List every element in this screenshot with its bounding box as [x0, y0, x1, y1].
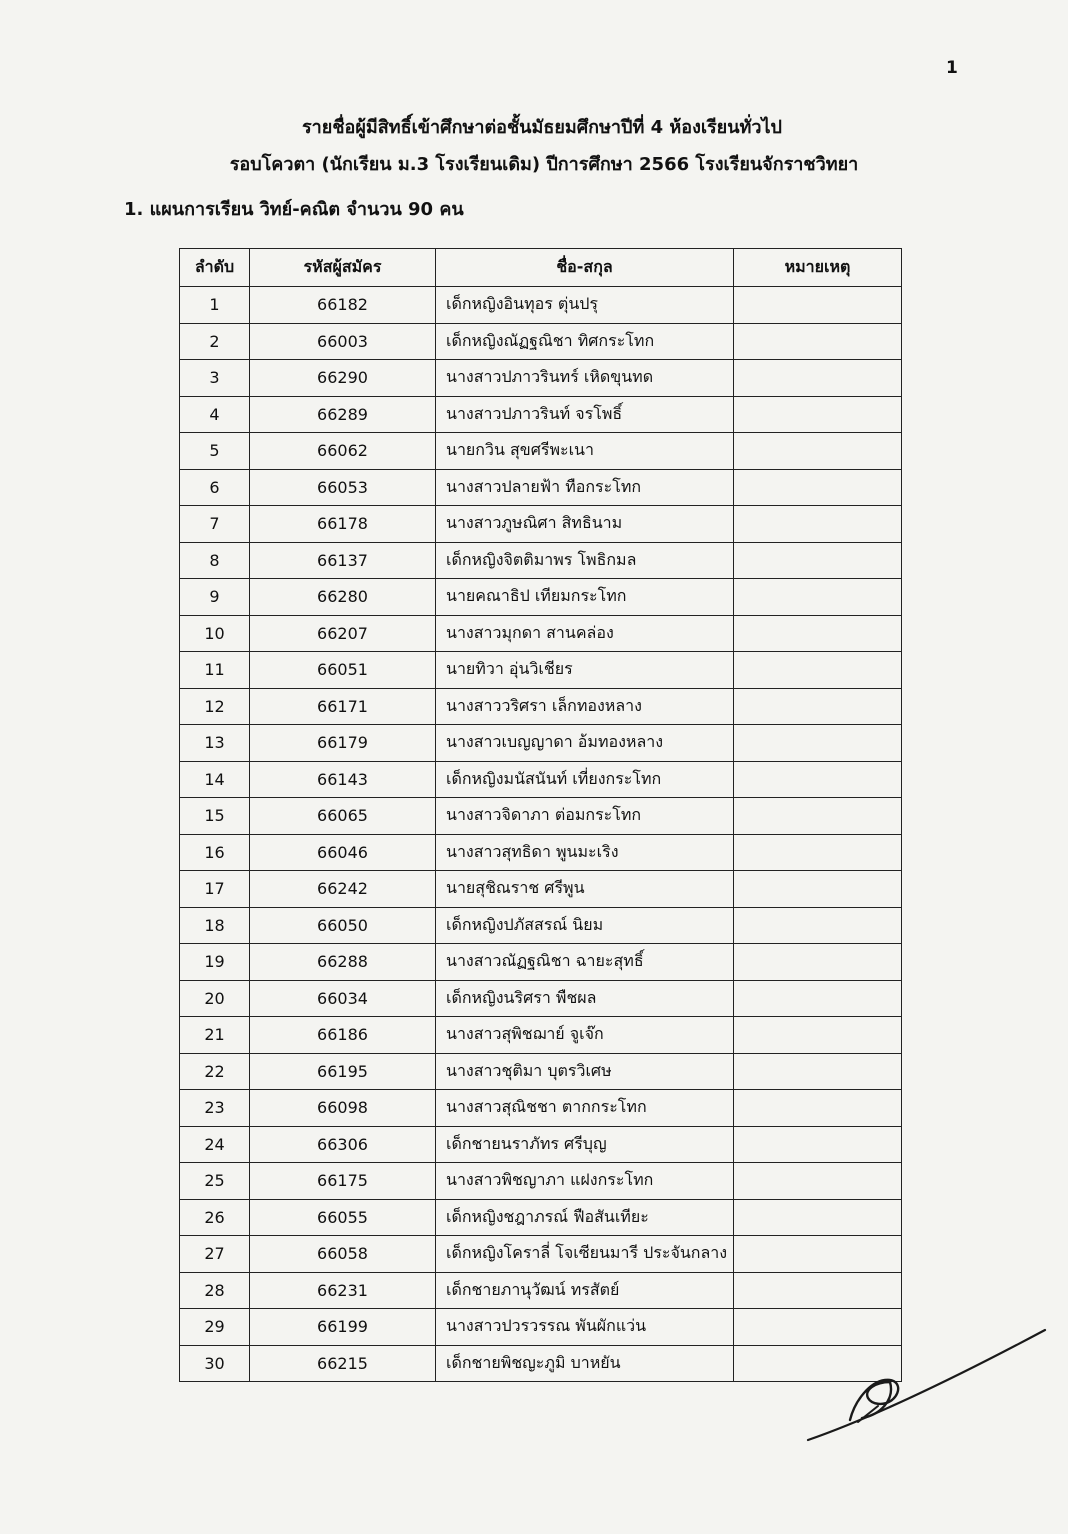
cell-order: 18	[180, 907, 250, 944]
cell-applicant-id: 66053	[250, 469, 436, 506]
cell-order: 3	[180, 360, 250, 397]
cell-order: 11	[180, 652, 250, 689]
cell-full-name: เด็กหญิงณัฏฐณิชา ทิศกระโทก	[436, 323, 734, 360]
cell-full-name: เด็กหญิงอินทุอร ตุ่นปรุ	[436, 287, 734, 324]
table-row	[180, 1309, 902, 1346]
cell-full-name: นายทิวา อุ่นวิเชียร	[436, 652, 734, 689]
table-row	[180, 1272, 902, 1309]
cell-remarks	[734, 579, 902, 616]
cell-full-name: นางสาวสุณิชชา ตากกระโทก	[436, 1090, 734, 1127]
cell-remarks	[734, 1236, 902, 1273]
cell-applicant-id: 66034	[250, 980, 436, 1017]
cell-order: 30	[180, 1345, 250, 1382]
cell-applicant-id: 66046	[250, 834, 436, 871]
table-row	[180, 725, 902, 762]
cell-applicant-id: 66207	[250, 615, 436, 652]
cell-remarks	[734, 761, 902, 798]
cell-order: 17	[180, 871, 250, 908]
cell-remarks	[734, 1199, 902, 1236]
cell-order: 22	[180, 1053, 250, 1090]
cell-full-name: เด็กหญิงโคราลี่ โจเซียนมารี ประจันกลาง	[436, 1236, 734, 1273]
cell-full-name: นางสาวสุทธิดา พูนมะเริง	[436, 834, 734, 871]
table-row	[180, 907, 902, 944]
cell-full-name: เด็กหญิงมนัสนันท์ เที่ยงกระโทก	[436, 761, 734, 798]
cell-applicant-id: 66143	[250, 761, 436, 798]
table-row	[180, 1236, 902, 1273]
cell-applicant-id: 66179	[250, 725, 436, 762]
cell-applicant-id: 66182	[250, 287, 436, 324]
cell-order: 13	[180, 725, 250, 762]
cell-order: 28	[180, 1272, 250, 1309]
table-row	[180, 944, 902, 981]
cell-order: 23	[180, 1090, 250, 1127]
table-row	[180, 506, 902, 543]
cell-remarks	[734, 944, 902, 981]
table-row	[180, 615, 902, 652]
cell-applicant-id: 66290	[250, 360, 436, 397]
cell-full-name: เด็กชายภานุวัฒน์ ทรสัตย์	[436, 1272, 734, 1309]
cell-full-name: เด็กชายนราภัทร ศรีบุญ	[436, 1126, 734, 1163]
table-row	[180, 542, 902, 579]
cell-remarks	[734, 396, 902, 433]
cell-order: 12	[180, 688, 250, 725]
cell-full-name: นางสาวปวรวรรณ พันผักแว่น	[436, 1309, 734, 1346]
cell-remarks	[734, 834, 902, 871]
cell-order: 21	[180, 1017, 250, 1054]
cell-order: 6	[180, 469, 250, 506]
cell-applicant-id: 66050	[250, 907, 436, 944]
cell-applicant-id: 66065	[250, 798, 436, 835]
cell-remarks	[734, 1090, 902, 1127]
table-row	[180, 396, 902, 433]
cell-full-name: นายกวิน สุขศรีพะเนา	[436, 433, 734, 470]
cell-order: 15	[180, 798, 250, 835]
cell-applicant-id: 66280	[250, 579, 436, 616]
table-row	[180, 579, 902, 616]
cell-full-name: นางสาวชุติมา บุตรวิเศษ	[436, 1053, 734, 1090]
cell-order: 26	[180, 1199, 250, 1236]
page-number: 1	[946, 58, 958, 78]
table-row	[180, 323, 902, 360]
table-row	[180, 871, 902, 908]
cell-applicant-id: 66199	[250, 1309, 436, 1346]
cell-remarks	[734, 798, 902, 835]
cell-full-name: เด็กชายพิชญะภูมิ บาหยัน	[436, 1345, 734, 1382]
cell-order: 14	[180, 761, 250, 798]
table-row	[180, 1090, 902, 1127]
cell-applicant-id: 66178	[250, 506, 436, 543]
section-heading: 1. แผนการเรียน วิทย์-คณิต จำนวน 90 คน	[124, 199, 464, 220]
header-applicant-id: รหัสผู้สมัคร	[250, 249, 436, 287]
cell-order: 8	[180, 542, 250, 579]
handwritten-signature	[800, 1320, 1050, 1450]
cell-applicant-id: 66137	[250, 542, 436, 579]
cell-applicant-id: 66175	[250, 1163, 436, 1200]
table-row	[180, 761, 902, 798]
cell-applicant-id: 66055	[250, 1199, 436, 1236]
cell-order: 7	[180, 506, 250, 543]
cell-order: 24	[180, 1126, 250, 1163]
header-remarks: หมายเหตุ	[734, 249, 902, 287]
cell-remarks	[734, 907, 902, 944]
cell-applicant-id: 66195	[250, 1053, 436, 1090]
student-list-table	[179, 248, 902, 1382]
table-row	[180, 1126, 902, 1163]
cell-full-name: นางสาวเบญญาดา อ้มทองหลาง	[436, 725, 734, 762]
table-row	[180, 834, 902, 871]
cell-full-name: เด็กหญิงปภัสสรณ์ นิยม	[436, 907, 734, 944]
cell-full-name: นางสาวปลายฟ้า ทือกระโทก	[436, 469, 734, 506]
cell-full-name: นางสาวพิชญาภา แฝงกระโทก	[436, 1163, 734, 1200]
cell-order: 9	[180, 579, 250, 616]
cell-applicant-id: 66288	[250, 944, 436, 981]
cell-remarks	[734, 1053, 902, 1090]
cell-applicant-id: 66289	[250, 396, 436, 433]
cell-order: 27	[180, 1236, 250, 1273]
table-row	[180, 469, 902, 506]
cell-full-name: นางสาวสุพิชฌาย์ จูเจ๊ก	[436, 1017, 734, 1054]
cell-full-name: นายสุชิณราช ศรีพูน	[436, 871, 734, 908]
cell-full-name: นางสาวณัฏฐณิชา ฉายะสุทธิ์	[436, 944, 734, 981]
table-row	[180, 287, 902, 324]
cell-applicant-id: 66231	[250, 1272, 436, 1309]
cell-full-name: นายคณาธิป เทียมกระโทก	[436, 579, 734, 616]
cell-remarks	[734, 469, 902, 506]
cell-remarks	[734, 688, 902, 725]
cell-remarks	[734, 725, 902, 762]
table-row	[180, 652, 902, 689]
cell-remarks	[734, 1272, 902, 1309]
cell-remarks	[734, 360, 902, 397]
cell-full-name: นางสาววริศรา เล็กทองหลาง	[436, 688, 734, 725]
cell-order: 19	[180, 944, 250, 981]
cell-applicant-id: 66058	[250, 1236, 436, 1273]
table-row	[180, 360, 902, 397]
document-title-line-1: รายชื่อผู้มีสิทธิ์เข้าศึกษาต่อชั้นมัธยมศึกษาปีที่ 4 ห้องเรียนทั่วไป	[302, 117, 782, 138]
cell-remarks	[734, 1126, 902, 1163]
cell-remarks	[734, 1017, 902, 1054]
cell-applicant-id: 66242	[250, 871, 436, 908]
cell-remarks	[734, 871, 902, 908]
cell-order: 1	[180, 287, 250, 324]
cell-order: 5	[180, 433, 250, 470]
cell-order: 20	[180, 980, 250, 1017]
table-row	[180, 798, 902, 835]
cell-full-name: เด็กหญิงชฎาภรณ์ ฟือสันเทียะ	[436, 1199, 734, 1236]
table-row	[180, 688, 902, 725]
cell-remarks	[734, 323, 902, 360]
cell-remarks	[734, 1163, 902, 1200]
document-title-line-2: รอบโควตา (นักเรียน ม.3 โรงเรียนเดิม) ปีการศึกษา 2566 โรงเรียนจักราชวิทยา	[229, 154, 859, 175]
cell-remarks	[734, 506, 902, 543]
cell-remarks	[734, 980, 902, 1017]
cell-remarks	[734, 615, 902, 652]
cell-full-name: นางสาวปภาวรินท์ จรโพธิ์	[436, 396, 734, 433]
cell-full-name: นางสาวปภาวรินทร์ เหิดขุนทด	[436, 360, 734, 397]
cell-order: 29	[180, 1309, 250, 1346]
table-row	[180, 1017, 902, 1054]
table-row	[180, 1053, 902, 1090]
cell-order: 16	[180, 834, 250, 871]
cell-full-name: นางสาวมุกดา สานคล่อง	[436, 615, 734, 652]
cell-order: 4	[180, 396, 250, 433]
cell-remarks	[734, 542, 902, 579]
cell-remarks	[734, 652, 902, 689]
cell-full-name: นางสาวภูษณิศา สิทธินาม	[436, 506, 734, 543]
cell-applicant-id: 66062	[250, 433, 436, 470]
cell-applicant-id: 66306	[250, 1126, 436, 1163]
table-body	[180, 287, 902, 1382]
cell-order: 10	[180, 615, 250, 652]
cell-applicant-id: 66186	[250, 1017, 436, 1054]
cell-order: 2	[180, 323, 250, 360]
header-full-name: ชื่อ-สกุล	[436, 249, 734, 287]
cell-applicant-id: 66215	[250, 1345, 436, 1382]
table-row	[180, 1199, 902, 1236]
cell-applicant-id: 66171	[250, 688, 436, 725]
cell-remarks	[734, 287, 902, 324]
cell-applicant-id: 66098	[250, 1090, 436, 1127]
table-row	[180, 433, 902, 470]
table-row	[180, 980, 902, 1017]
cell-applicant-id: 66051	[250, 652, 436, 689]
cell-order: 25	[180, 1163, 250, 1200]
cell-applicant-id: 66003	[250, 323, 436, 360]
table-row	[180, 1345, 902, 1382]
cell-full-name: เด็กหญิงนริศรา พืชผล	[436, 980, 734, 1017]
cell-remarks	[734, 433, 902, 470]
table-header-row	[180, 249, 902, 287]
table-row	[180, 1163, 902, 1200]
cell-full-name: นางสาวจิดาภา ต่อมกระโทก	[436, 798, 734, 835]
cell-full-name: เด็กหญิงจิตติมาพร โพธิกมล	[436, 542, 734, 579]
header-order: ลำดับ	[180, 249, 250, 287]
